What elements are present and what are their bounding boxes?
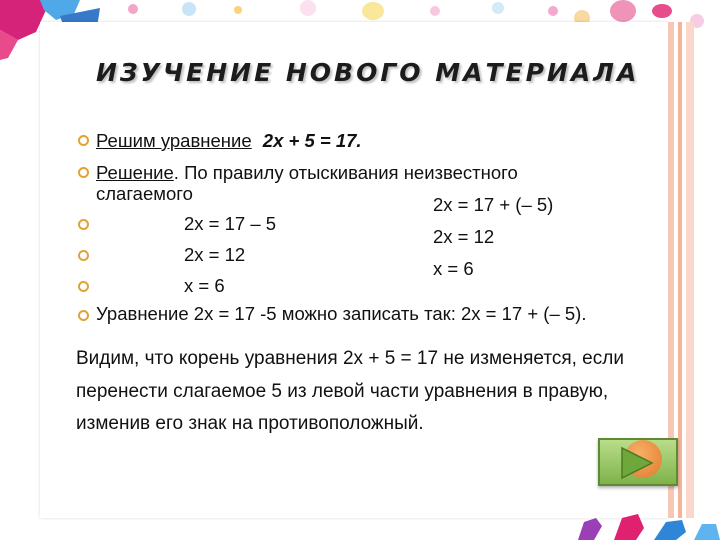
conclusion-line-2: перенести слагаемое 5 из левой части уравнения в правую, — [76, 381, 609, 402]
step-left-3: х = 6 — [184, 275, 225, 296]
conclusion-line-1: Видим, что корень уравнения 2х + 5 = 17 не изменяется, если — [76, 348, 624, 369]
conclusion-line-3: изменив его знак на противоположный. — [76, 413, 424, 434]
next-slide-button[interactable] — [598, 438, 678, 486]
slide-border-stripe — [678, 22, 682, 518]
step-right-3: х = 6 — [433, 258, 474, 279]
bullet-icon — [78, 250, 89, 261]
confetti-dot — [362, 2, 384, 20]
confetti-dot — [300, 0, 316, 16]
slide-border-stripe — [686, 22, 694, 518]
step-left-2: 2х = 12 — [184, 244, 246, 265]
confetti-dot — [182, 2, 196, 16]
step-right-2: 2х = 12 — [433, 226, 495, 247]
confetti-dot — [234, 6, 242, 14]
play-arrow-icon — [600, 440, 676, 484]
bullet-icon — [78, 167, 89, 178]
bullet-icon — [78, 135, 89, 146]
solution-label: Решение — [96, 162, 174, 183]
solution-text: . По правилу отыскивания неизвестного — [173, 162, 518, 183]
bullet-item-rewrite: Уравнение 2х = 17 -5 можно записать так: 2х = 17 + (– 5). — [96, 303, 587, 324]
equation-text: 2х + 5 = 17. — [262, 130, 362, 151]
bullet-item-equation — [96, 130, 362, 152]
confetti-dot — [492, 2, 504, 14]
slide-title: ИЗУЧЕНИЕ НОВОГО МАТЕРИАЛА — [96, 58, 640, 87]
confetti-dot — [430, 6, 440, 16]
confetti-dot — [548, 6, 558, 16]
bullet-icon — [78, 281, 89, 292]
slide-panel — [40, 22, 668, 518]
step-right-1: 2х = 17 + (– 5) — [433, 194, 554, 215]
confetti-dot — [610, 0, 636, 22]
step-left-1: 2х = 17 – 5 — [184, 213, 277, 234]
solution-text-line2: слагаемого — [96, 183, 193, 204]
puzzle-decoration-bottom-right — [570, 508, 720, 540]
bullet-item-solution — [96, 162, 518, 184]
bullet-icon — [78, 310, 89, 321]
bullet-icon — [78, 219, 89, 230]
confetti-dot — [128, 4, 138, 14]
confetti-dot — [652, 4, 672, 18]
bullet-prefix: Решим уравнение — [96, 130, 252, 151]
